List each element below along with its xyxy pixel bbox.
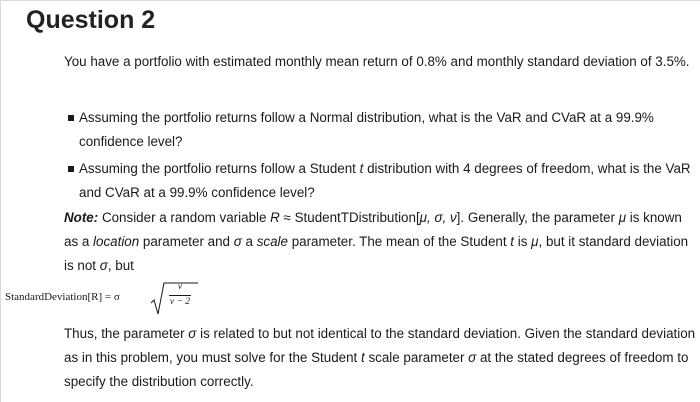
- fraction-bar: [169, 295, 191, 296]
- bullet-square-icon: [68, 115, 74, 121]
- formula-lhs: StandardDeviation[R] = σ: [5, 291, 120, 303]
- bullet-text: Assuming the portfolio returns follow a Normal distribution, what is the VaR and CVaR at a 99.9% confidence level?: [79, 110, 654, 149]
- note-label: Note:: [64, 210, 99, 225]
- note-paragraph: Note: Consider a random variable R ≈ StudentTDistribution[μ, σ, ν]. Generally, the parameter μ is known as a location parameter and σ a scale parameter. The mean of the Student t is μ, but it standard deviation is not σ, but: [64, 210, 689, 273]
- closing-paragraph: Thus, the parameter σ is related to but not identical to the standard deviation. Given the standard deviation as in this problem, you must solve for the Student t scale parameter σ at the stated degrees of freedom to specify the distribution correctly.: [64, 326, 696, 389]
- bullet-square-icon: [68, 166, 74, 172]
- bullet-text: Assuming the portfolio returns follow a Student t distribution with 4 degrees of freedom, what is the VaR and CVaR at a 99.9% confidence level?: [79, 161, 691, 200]
- left-divider: [0, 0, 1, 402]
- fraction-numerator: ν: [177, 282, 183, 292]
- fraction-denominator: ν − 2: [169, 297, 191, 307]
- question-title: Question 2: [26, 6, 156, 34]
- intro-paragraph: You have a portfolio with estimated monthly mean return of 0.8% and monthly standard deviation of 3.5%.: [64, 54, 690, 69]
- top-divider: [0, 0, 700, 1]
